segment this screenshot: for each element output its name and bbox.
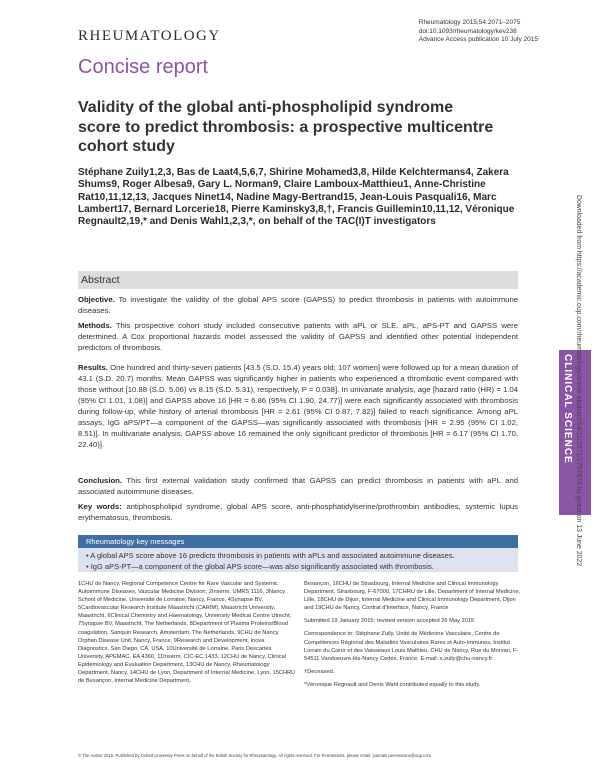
affiliations-right: Besançon, 16CHU de Strasbourg, Internal Medicine and Clinical Immunology Department, Strasbourg, F-67000, 17CHRU de Lille, Department of Internal Medicine, Lille, 18CHU de Dijon, Internal Medicine and Clinical Immunology Department, Dijon and 19CHU de Nancy, Contrat d'Interface, Nancy, France (304, 581, 521, 612)
keywords-label: Key words: (78, 502, 122, 511)
side-tab-label: CLINICAL SCIENCE (562, 354, 573, 464)
key-messages-bar (78, 535, 518, 548)
affiliations-left-column (78, 580, 296, 690)
deceased-note: †Deceased. (304, 668, 335, 675)
download-note[interactable]: Downloaded from https://academic.oup.com/rheumatology/article-abstract/54/11/2071/1797873 by guest on 13 June 2022 (575, 195, 582, 567)
journal-logo: RHEUMATOLOGY (78, 28, 221, 44)
key-messages-box (78, 548, 518, 572)
conclusion-label: Conclusion. (78, 476, 122, 485)
correspondence-note: Correspondence to: Stéphane Zuily, Unité de Médecine Vasculaire, Centre de Compétences Régional des Maladies Vasculaires Rares et Auto-Immunes, Institut Lorrain du Cœur et des Vaisseaux Louis Mathieu, CHU de Nancy, Rue du Morvan, F-54511 Vandoeuvre-lès-Nancy Cedex, France. E-mail: s.zuily@chu-nancy.fr (304, 631, 519, 662)
abstract-results (78, 362, 518, 450)
copyright-footer: © The Author 2015. Published by Oxford University Press on behalf of the British Society for Rheumatology. All rights reserved. For Permissions, please email: journals.permissions@oup.com (78, 753, 432, 758)
methods-text: This prospective cohort study included consecutive patients with aPL or SLE. aPL, aPS-PT and GAPSS were determined. A Cox proportional hazards model assessed the validity of GAPSS and identified other potential independent predictors of thrombosis. (78, 321, 519, 352)
equal-contribution-note: *Véronique Regnault and Denis Wahl contributed equally to this study. (304, 681, 481, 688)
keywords (78, 501, 518, 523)
keywords-text: antiphospholipid syndrome, global APS score, anti-phosphatidylserine/prothrombin antibodies, systemic lupus erythematosus, thrombosis. (78, 502, 518, 522)
methods-label: Methods. (78, 321, 112, 330)
abstract-methods (78, 320, 518, 353)
citation-line: Rheumatology 2015;54:2071–2075 (418, 19, 521, 26)
affiliations-right-column (304, 580, 522, 694)
key-message-item: • IgG aPS-PT—a component of the global APS score—was also significantly associated with thrombosis. (86, 561, 518, 572)
abstract-heading-bar (78, 271, 518, 289)
objective-label: Objective. (78, 295, 115, 304)
objective-text: To investigate the validity of the global APS score (GAPSS) to predict thrombosis in patients with autoimmune diseases. (78, 295, 518, 315)
abstract-heading: Abstract (81, 274, 120, 286)
submitted-note: Submitted 19 January 2015; revised version accepted 26 May 2015 (304, 618, 475, 625)
conclusion-text: This first external validation study confirmed that GAPSS can predict thrombosis in patients with aPL and associated autoimmune diseases. (78, 476, 519, 496)
key-messages-heading: Rheumatology key messages (86, 536, 185, 546)
results-label: Results. (78, 363, 108, 372)
key-message-item: • A global APS score above 16 predicts thrombosis in patients with aPLs and associated autoimmune diseases. (86, 550, 518, 561)
section-label: Concise report (78, 56, 209, 78)
results-text: One hundred and thirty-seven patients [43.5 (S.D. 15.4) years old; 107 women] were followed up for a mean duration of 43.1 (S.D. 20.7) months. Mean GAPSS was significantly higher in patients who experienced a thrombotic event compared with those without [10.88 (S.D. 5.06) vs 8.15 (S.D. 5.31), respectively, P = 0.038]. In univariate analysis, age [hazard ratio (HR) = 1.04 (95% CI 1.01, 1.08)] and GAPSS above 16 [HR = 6.86 (95% CI 1.90, 24.77)] were each significantly associated with thrombosis during follow-up, while history of arterial thrombosis [HR = 2.61 (95% CI 0.87, 7.82)] failed to reach significance. Among aPL assays, IgG aPS/PT—a component of the GAPSS—was significantly associated with thrombosis [HR = 2.95 (95% CI 1.02, 8.51)]. In multivariate analysis, GAPSS above 16 remained the only significant predictor of thrombosis [HR = 6.17 (95% CI 1.70, 22.40)]. (78, 363, 519, 449)
author-list: Stéphane Zuily1,2,3, Bas de Laat4,5,6,7, Shirine Mohamed3,8, Hilde Kelchtermans4, Zakera Shums9, Roger Albesa9, Gary L. Norman9, Claire Lamboux-Matthieu1, Anne-Christine Rat10,11,12,13, Jacques Ninet14, Nadine Magy-Bertrand15, Jean-Louis Pasquali16, Marc Lambert17, Bernard Lorcerie18, Pierre Kaminsky3,8,†, Francis Guillemin10,11,12, Véronique Regnault2,19,* and Denis Wahl1,2,3,*, on behalf of the TAC(I)T investigators (78, 167, 515, 228)
article-title: Validity of the global anti-phospholipid syndrome score to predict thrombosis: a prospective multicentre cohort study (78, 99, 494, 155)
publication-line: Advance Access publication 10 July 2015 (418, 36, 538, 44)
abstract-conclusion (78, 475, 518, 497)
doi-line[interactable]: doi:10.1093/rheumatology/kev238 (418, 27, 517, 35)
key-messages-list (78, 548, 518, 572)
citation-block (419, 19, 538, 45)
abstract-objective (78, 294, 518, 316)
affiliations-left: 1CHU de Nancy, Regional Competence Centre for Rare Vascular and Systemic Autoimmune Diseases, Vascular Medicine Division, 2Inserm, UMRS 1116, 3Nancy School of Medicine, Université de Lorraine, Nancy, France, 4Synapse BV, 5Cardiovascular Research Institute Maastricht (CARIM), Maastricht University, Maastricht, 6Clinical Chemistry and Haematology, University Medical Centre Utrecht, 7Synapse BV, Maastricht, The Netherlands, 8Department of Plasma Proteins/Blood coagulation, Sanquin Research, Amsterdam, The Netherlands, 9CHU de Nancy, Orphan Disease Unit, Nancy, France, 9Research and Development, Inova Diagnostics, San Diego, CA, USA, 10Université de Lorraine, Paris Descartes University, APEMAC, EA 4360, 11Inserm, CIC-EC 1433, 12CHU de Nancy, Clinical Epidemiology and Evaluation Department, 13CHU de Nancy, Rheumatology Department, Nancy, 14CHU de Lyon, Department of Internal Medicine, Lyon, 15CHRU de Besançon, Internal Medicine Department, (78, 581, 296, 685)
